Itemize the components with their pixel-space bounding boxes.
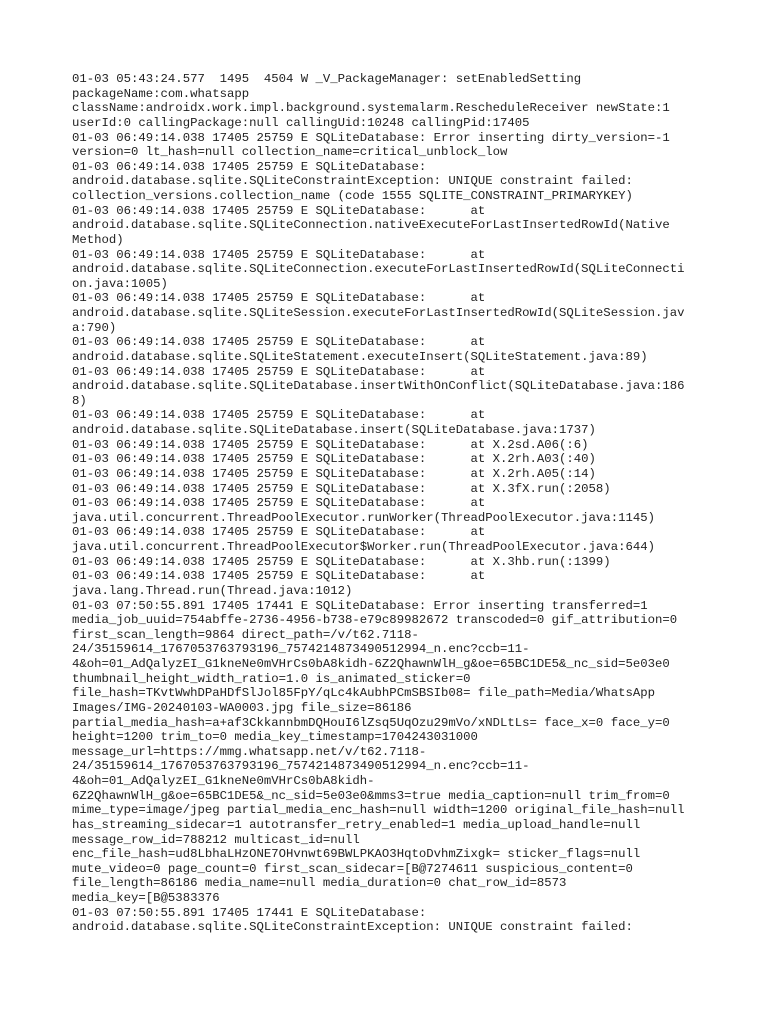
log-line: 01-03 06:49:14.038 17405 25759 E SQLiteDatabase: at X.3hb.run(:1399) bbox=[72, 554, 611, 569]
log-line: android.database.sqlite.SQLiteSession.executeForLastInsertedRowId(SQLiteSession.jav bbox=[72, 306, 685, 320]
log-line: 01-03 06:49:14.038 17405 25759 E SQLiteDatabase: at bbox=[72, 569, 486, 584]
log-line: 24/35159614_1767053763793196_7574214873490512994_n.enc?ccb=11- bbox=[72, 642, 530, 657]
log-line: 01-03 06:49:14.038 17405 25759 E SQLiteDatabase: bbox=[72, 159, 427, 174]
log-line: has_streaming_sidecar=1 autotransfer_retry_enabled=1 media_upload_handle=null bbox=[72, 817, 641, 832]
log-line: media_job_uuid=754abffe-2736-4956-b738-e79c89982672 transcoded=0 gif_attribution=0 bbox=[72, 613, 678, 628]
log-line: android.database.sqlite.SQLiteDatabase.insertWithOnConflict(SQLiteDatabase.java:186 bbox=[72, 379, 685, 394]
log-line: on.java:1005) bbox=[72, 276, 168, 291]
log-line: 01-03 06:49:14.038 17405 25759 E SQLiteDatabase: at bbox=[72, 335, 486, 350]
log-line: first_scan_length=9864 direct_path=/v/t62.7118- bbox=[72, 627, 419, 642]
log-line: mute_video=0 page_count=0 first_scan_sidecar=[B@7274611 suspicious_content=0 bbox=[72, 861, 633, 876]
log-line: 01-03 06:49:14.038 17405 25759 E SQLiteDatabase: at X.2rh.A05(:14) bbox=[72, 466, 596, 481]
log-line: mime_type=image/jpeg partial_media_enc_hash=null width=1200 original_file_hash=null bbox=[72, 803, 685, 818]
log-line: message_row_id=788212 multicast_id=null bbox=[72, 832, 360, 847]
log-line: 01-03 06:49:14.038 17405 25759 E SQLiteDatabase: at bbox=[72, 364, 486, 379]
log-text bbox=[72, 72, 712, 935]
log-line: partial_media_hash=a+af3CkkannbmDQHouI6lZsq5UqOzu29mVo/xNDLtLs= face_x=0 face_y=0 bbox=[72, 715, 670, 730]
log-line: 01-03 06:49:14.038 17405 25759 E SQLiteDatabase: at bbox=[72, 291, 486, 306]
log-line: enc_file_hash=ud8LbhaLHzONE7OHvnwt69BWLPKAO3HqtoDvhmZixgk= sticker_flags=null bbox=[72, 847, 641, 862]
log-line: 01-03 06:49:14.038 17405 25759 E SQLiteDatabase: at X.2sd.A06(:6) bbox=[72, 437, 589, 452]
log-line: android.database.sqlite.SQLiteConstraintException: UNIQUE constraint failed: bbox=[72, 920, 633, 935]
log-line: collection_versions.collection_name (code 1555 SQLITE_CONSTRAINT_PRIMARYKEY) bbox=[72, 189, 633, 203]
log-line: android.database.sqlite.SQLiteDatabase.insert(SQLiteDatabase.java:1737) bbox=[72, 423, 596, 437]
log-line: 01-03 06:49:14.038 17405 25759 E SQLiteDatabase: at bbox=[72, 203, 486, 218]
log-line: message_url=https://mmg.whatsapp.net/v/t62.7118- bbox=[72, 744, 427, 759]
log-line: 24/35159614_1767053763793196_7574214873490512994_n.enc?ccb=11- bbox=[72, 759, 530, 774]
log-line: 01-03 06:49:14.038 17405 25759 E SQLiteDatabase: at bbox=[72, 247, 486, 262]
log-line: java.util.concurrent.ThreadPoolExecutor.runWorker(ThreadPoolExecutor.java:1145) bbox=[72, 510, 655, 525]
log-line: 01-03 06:49:14.038 17405 25759 E SQLiteDatabase: at X.3fX.run(:2058) bbox=[72, 481, 611, 496]
log-line: height=1200 trim_to=0 media_key_timestamp=1704243031000 bbox=[72, 730, 478, 745]
log-line: android.database.sqlite.SQLiteConnection.nativeExecuteForLastInsertedRowId(Native bbox=[72, 218, 670, 233]
log-line: userId:0 callingPackage:null callingUid:10248 callingPid:17405 bbox=[72, 115, 530, 130]
log-line: version=0 lt_hash=null collection_name=critical_unblock_low bbox=[72, 145, 508, 160]
log-line: thumbnail_height_width_ratio=1.0 is_animated_sticker=0 bbox=[72, 671, 471, 686]
log-line: Method) bbox=[72, 232, 124, 247]
log-line: 01-03 06:49:14.038 17405 25759 E SQLiteDatabase: at bbox=[72, 525, 486, 540]
log-line: android.database.sqlite.SQLiteConnection.executeForLastInsertedRowId(SQLiteConnecti bbox=[72, 262, 685, 277]
log-line: android.database.sqlite.SQLiteStatement.executeInsert(SQLiteStatement.java:89) bbox=[72, 349, 648, 364]
log-line: 01-03 05:43:24.577 1495 4504 W _V_PackageManager: setEnabledSetting bbox=[72, 72, 582, 86]
log-line: file_hash=TKvtWwhDPaHDfSlJol85FpY/qLc4kAubhPCmSBSIb08= file_path=Media/WhatsApp bbox=[72, 686, 655, 701]
log-line: java.lang.Thread.run(Thread.java:1012) bbox=[72, 583, 353, 598]
log-line: a:790) bbox=[72, 320, 117, 335]
log-line: 01-03 06:49:14.038 17405 25759 E SQLiteDatabase: Error inserting dirty_version=-1 bbox=[72, 130, 670, 145]
log-line: file_length=86186 media_name=null media_duration=0 chat_row_id=8573 bbox=[72, 876, 567, 891]
log-line: 01-03 06:49:14.038 17405 25759 E SQLiteDatabase: at X.2rh.A03(:40) bbox=[72, 452, 596, 467]
log-line: className:androidx.work.impl.background.systemalarm.RescheduleReceiver newState:1 bbox=[72, 101, 670, 116]
log-line: packageName:com.whatsapp bbox=[72, 86, 250, 101]
log-line: 01-03 06:49:14.038 17405 25759 E SQLiteDatabase: at bbox=[72, 408, 486, 423]
log-line: 4&oh=01_AdQalyzEI_G1kneNe0mVHrCs0bA8kidh-6Z2QhawnWlH_g&oe=65BC1DE5&_nc_sid=5e03e0 bbox=[72, 657, 670, 671]
log-line: Images/IMG-20240103-WA0003.jpg file_size=86186 bbox=[72, 700, 412, 715]
log-line: 01-03 07:50:55.891 17405 17441 E SQLiteDatabase: Error inserting transferred=1 bbox=[72, 598, 648, 613]
log-line: 01-03 07:50:55.891 17405 17441 E SQLiteDatabase: bbox=[72, 905, 427, 920]
log-line: media_key=[B@5383376 bbox=[72, 891, 220, 905]
log-line: 8) bbox=[72, 393, 87, 408]
log-line: android.database.sqlite.SQLiteConstraintException: UNIQUE constraint failed: bbox=[72, 174, 633, 189]
log-line: 6Z2QhawnWlH_g&oe=65BC1DE5&_nc_sid=5e03e0&mms3=true media_caption=null trim_from=0 bbox=[72, 788, 670, 803]
log-line: 4&oh=01_AdQalyzEI_G1kneNe0mVHrCs0bA8kidh- bbox=[72, 774, 375, 788]
log-line: java.util.concurrent.ThreadPoolExecutor$Worker.run(ThreadPoolExecutor.java:644) bbox=[72, 540, 655, 554]
log-line: 01-03 06:49:14.038 17405 25759 E SQLiteDatabase: at bbox=[72, 496, 486, 511]
